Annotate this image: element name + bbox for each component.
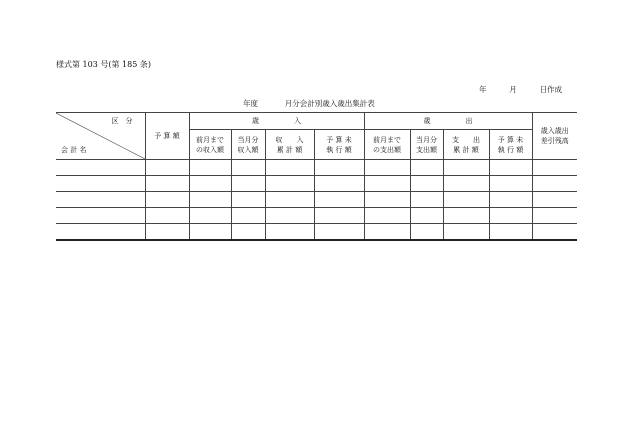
table-cell — [231, 160, 265, 176]
table-cell — [145, 176, 189, 192]
table-cell — [265, 208, 314, 224]
expenditure-col-prior-month-l2: の支出額 — [373, 145, 401, 154]
table-cell — [532, 192, 577, 208]
table-cell — [145, 224, 189, 241]
table-cell — [410, 192, 443, 208]
table-cell — [489, 192, 532, 208]
date-year-label: 年 — [479, 85, 487, 94]
table-cell — [145, 208, 189, 224]
table-cell — [443, 224, 489, 241]
account-name-label: 会 計 名 — [61, 146, 87, 154]
table-cell — [231, 208, 265, 224]
table-cell — [265, 160, 314, 176]
table-row — [56, 192, 577, 208]
table-cell — [189, 208, 231, 224]
form-number: 様式第 103 号(第 185 条) — [56, 60, 151, 69]
table-cell — [314, 208, 364, 224]
table-cell — [56, 208, 145, 224]
table-cell — [265, 224, 314, 241]
table-cell — [532, 208, 577, 224]
expenditure-col-cumulative — [443, 130, 489, 160]
balance-header-line2: 差引残高 — [540, 137, 569, 145]
table-cell — [443, 192, 489, 208]
table-cell — [443, 176, 489, 192]
table-cell — [56, 160, 145, 176]
table-cell — [56, 176, 145, 192]
division-label: 区 分 — [111, 117, 133, 125]
table-cell — [145, 160, 189, 176]
table-cell — [56, 224, 145, 241]
table-cell — [189, 176, 231, 192]
table-cell — [231, 176, 265, 192]
expenditure-group-header: 歳 出 — [364, 113, 532, 130]
table-cell — [56, 192, 145, 208]
revenue-col-cumulative — [265, 130, 314, 160]
expenditure-col-prior-month — [364, 130, 410, 160]
table-cell — [532, 224, 577, 241]
table-cell — [532, 176, 577, 192]
revenue-col-current-month-l1: 当月分 — [237, 135, 259, 144]
table-cell — [265, 192, 314, 208]
expenditure-col-current-month — [410, 130, 443, 160]
table-cell — [364, 160, 410, 176]
table-row — [56, 224, 577, 241]
revenue-col-cumulative-l2: 累 計 額 — [276, 145, 303, 154]
table-cell — [189, 224, 231, 241]
corner-header-cell — [56, 113, 145, 160]
table-cell — [231, 192, 265, 208]
balance-header-line1: 歳入歳出 — [540, 127, 569, 135]
date-day-created-label: 日作成 — [539, 85, 563, 94]
table-row — [56, 160, 577, 176]
table-cell — [364, 176, 410, 192]
expenditure-col-unexecuted-l1: 予 算 未 — [497, 135, 524, 144]
expenditure-col-current-month-l2: 支出額 — [416, 145, 437, 154]
revenue-col-unexecuted-l2: 執 行 額 — [326, 145, 352, 154]
balance-header — [532, 113, 577, 160]
revenue-col-cumulative-l1: 収 入 — [275, 135, 304, 144]
table-cell — [410, 160, 443, 176]
table-cell — [489, 224, 532, 241]
summary-table — [56, 112, 577, 241]
table-cell — [189, 160, 231, 176]
table-row — [56, 208, 577, 224]
table-cell — [443, 160, 489, 176]
table-row — [56, 176, 577, 192]
table-cell — [489, 160, 532, 176]
expenditure-col-current-month-l1: 当月分 — [416, 135, 437, 144]
table-cell — [410, 176, 443, 192]
table-cell — [364, 224, 410, 241]
expenditure-col-unexecuted — [489, 130, 532, 160]
revenue-col-unexecuted — [314, 130, 364, 160]
revenue-col-unexecuted-l1: 予 算 未 — [326, 135, 352, 144]
revenue-col-prior-month — [189, 130, 231, 160]
table-cell — [189, 192, 231, 208]
table-cell — [364, 208, 410, 224]
table-cell — [410, 224, 443, 241]
table-cell — [314, 160, 364, 176]
revenue-col-current-month-l2: 収入額 — [237, 145, 259, 154]
date-month-label: 月 — [509, 85, 517, 94]
expenditure-col-unexecuted-l2: 執 行 額 — [497, 145, 524, 154]
creation-date-line — [479, 84, 562, 95]
table-cell — [489, 176, 532, 192]
table-cell — [489, 208, 532, 224]
revenue-col-prior-month-l2: の収入額 — [196, 145, 224, 154]
table-cell — [265, 176, 314, 192]
table-cell — [231, 224, 265, 241]
revenue-group-header: 歳 入 — [189, 113, 364, 130]
table-cell — [532, 160, 577, 176]
revenue-col-current-month — [231, 130, 265, 160]
expenditure-col-cumulative-l1: 支 出 — [452, 135, 480, 144]
table-cell — [314, 192, 364, 208]
revenue-col-prior-month-l1: 前月まで — [196, 135, 224, 144]
table-cell — [314, 224, 364, 241]
table-body — [56, 160, 577, 241]
table-cell — [364, 192, 410, 208]
page-title — [243, 98, 375, 109]
expenditure-col-prior-month-l1: 前月まで — [373, 135, 401, 144]
table-cell — [314, 176, 364, 192]
expenditure-col-cumulative-l2: 累 計 額 — [453, 145, 479, 154]
budget-header: 予 算 額 — [145, 113, 189, 160]
table-cell — [410, 208, 443, 224]
report-title: 月分会計別歳入歳出集計表 — [284, 99, 375, 108]
table-cell — [443, 208, 489, 224]
table-cell — [145, 192, 189, 208]
fiscal-year-label: 年度 — [243, 99, 258, 108]
